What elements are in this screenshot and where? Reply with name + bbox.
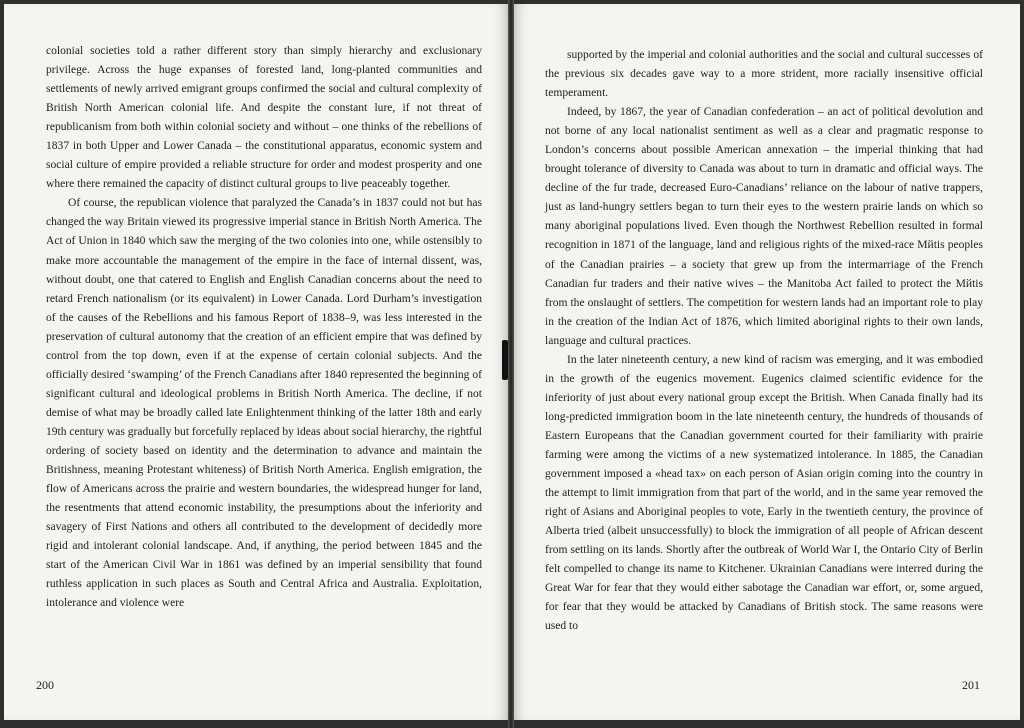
right-page [514, 4, 1020, 720]
left-page-text [46, 42, 482, 613]
left-page [4, 4, 508, 720]
paragraph: supported by the imperial and colonial authorities and the social and cultural successes of the previous six decades gave way to a more strident, more racially insensitive official temperament. [545, 49, 983, 100]
paragraph: In the later nineteenth century, a new kind of racism was emerging, and it was embodied in the growth of the eugenics movement. Eugenics claimed scientific evidence for the inferiority of just about every national group except the British. When Canada finally had its long-predicted immigration boom in the late nineteenth century, the hundreds of thousands of Eastern Europeans that the Canadian government courted for their familiarity with prairie farming were among the victims of a new systematized intolerance. In 1885, the Canadian government imposed a «head tax» on each person of Asian origin coming into the country in the attempt to limit immigration from that part of the world, and in the same year removed the right of Asians and Aboriginal peoples to vote, Early in the twentieth century, the province of Alberta tried (albeit unsuccessfully) to block the immigration of all people of African descent from settling on its lands. Shortly after the outbreak of World War I, the Ontario City of Berlin felt compelled to change its name to Kitchener. Ukrainian Canadians were interred during the Great War for fear that they would either sabotage the Canadian war effort, or, some argued, for fear that they would be attacked by Canadians of British stock. The same reasons were used to [545, 353, 983, 633]
paragraph: colonial societies told a rather different story than simply hierarchy and exclusionary privilege. Across the huge expanses of forested land, long-planted communities and settlements of newly arrived emigrant groups confirmed the social and cultural complexity of British North American colonial life. And despite the constant lure, if not threat of republicanism from both within colonial society and without – one thinks of the rebellions of 1837 in both Upper and Lower Canada – the constitutional apparatus, economic system and social culture of empire provided a reliable structure for order and modest prosperity and one where there remained the capacity of distinct cultural groups to live peaceably together. [46, 45, 482, 191]
page-number: 201 [962, 678, 980, 692]
paragraph: Indeed, by 1867, the year of Canadian confederation – an act of political devolution and not borne of any local nationalist sentiment as well as a clear and pragmatic response to London’s concerns about possible American annexation – the imperial thinking that had brought tolerance of diversity to Canada was about to turn in dramatic and official ways. The decline of the fur trade, decreased Euro-Canadians’ reliance on the labour of native trappers, just as land-hungry settlers began to turn their eyes to the western prairie lands on which so many aboriginal populations lived. Even though the Northwest Rebellion resulted in formal recognition in 1871 of the language, land and religious rights of the mixed-race Mйtis peoples of the Canadian prairies – a society that grew up from the intermarriage of the French Canadian fur traders and their native wives – the Manitoba Act failed to protect the Mйtis from the onslaught of settlers. The competition for western lands had an important role to play in the creation of the Indian Act of 1876, which limited aboriginal rights to their own lands, language and cultural practices. [545, 106, 983, 347]
paragraph: Of course, the republican violence that paralyzed the Canada’s in 1837 could not but has changed the way Britain viewed its progressive imperial stance in British North America. The Act of Union in 1840 which saw the merging of the two colonies into one, while ostensibly to make more accountable the management of the empire in the face of internal dissent, was, without doubt, one that catered to English and English Canadian concerns about the need to retard French nationalism (or its equivalent) in Lower Canada. Lord Durham’s investigation of the causes of the Rebellions and his famous Report of 1838–9, was less interested in the preservation of cultural autonomy that the creation of an efficient empire that was defined by control from the top down, even if at the expense of certain colonial subjects. And the officially desired ‘swamping’ of the French Canadians after 1840 represented the beginning of significant cultural and ideological problems in British North America. The decline, if not demise of what may be broadly called late Enlightenment thinking of the latter 18th and early 19th century was gradually but forcefully replaced by ideas about social hierarchy, the rightful ordering of society based on identity and the determination to advance and maintain the Britishness, meaning Protestant whiteness) of British North America. English emigration, the flow of Americans across the prairie and western boundaries, the widespread hunger for land, the resentments that attend economic instability, the presumptions about the inferiority and savagery of First Nations and others all contributed to the development of decidedly more rigid and intolerant colonial landscape. And, if anything, the period between 1845 and the start of the American Civil War in 1861 was defined by an imperial sensibility that found ruthless application in such places as South and Central Africa and Australia. Exploitation, intolerance and violence were [46, 197, 482, 610]
right-page-text [545, 46, 983, 636]
page-number: 200 [36, 678, 54, 692]
binding-mark [502, 340, 508, 380]
